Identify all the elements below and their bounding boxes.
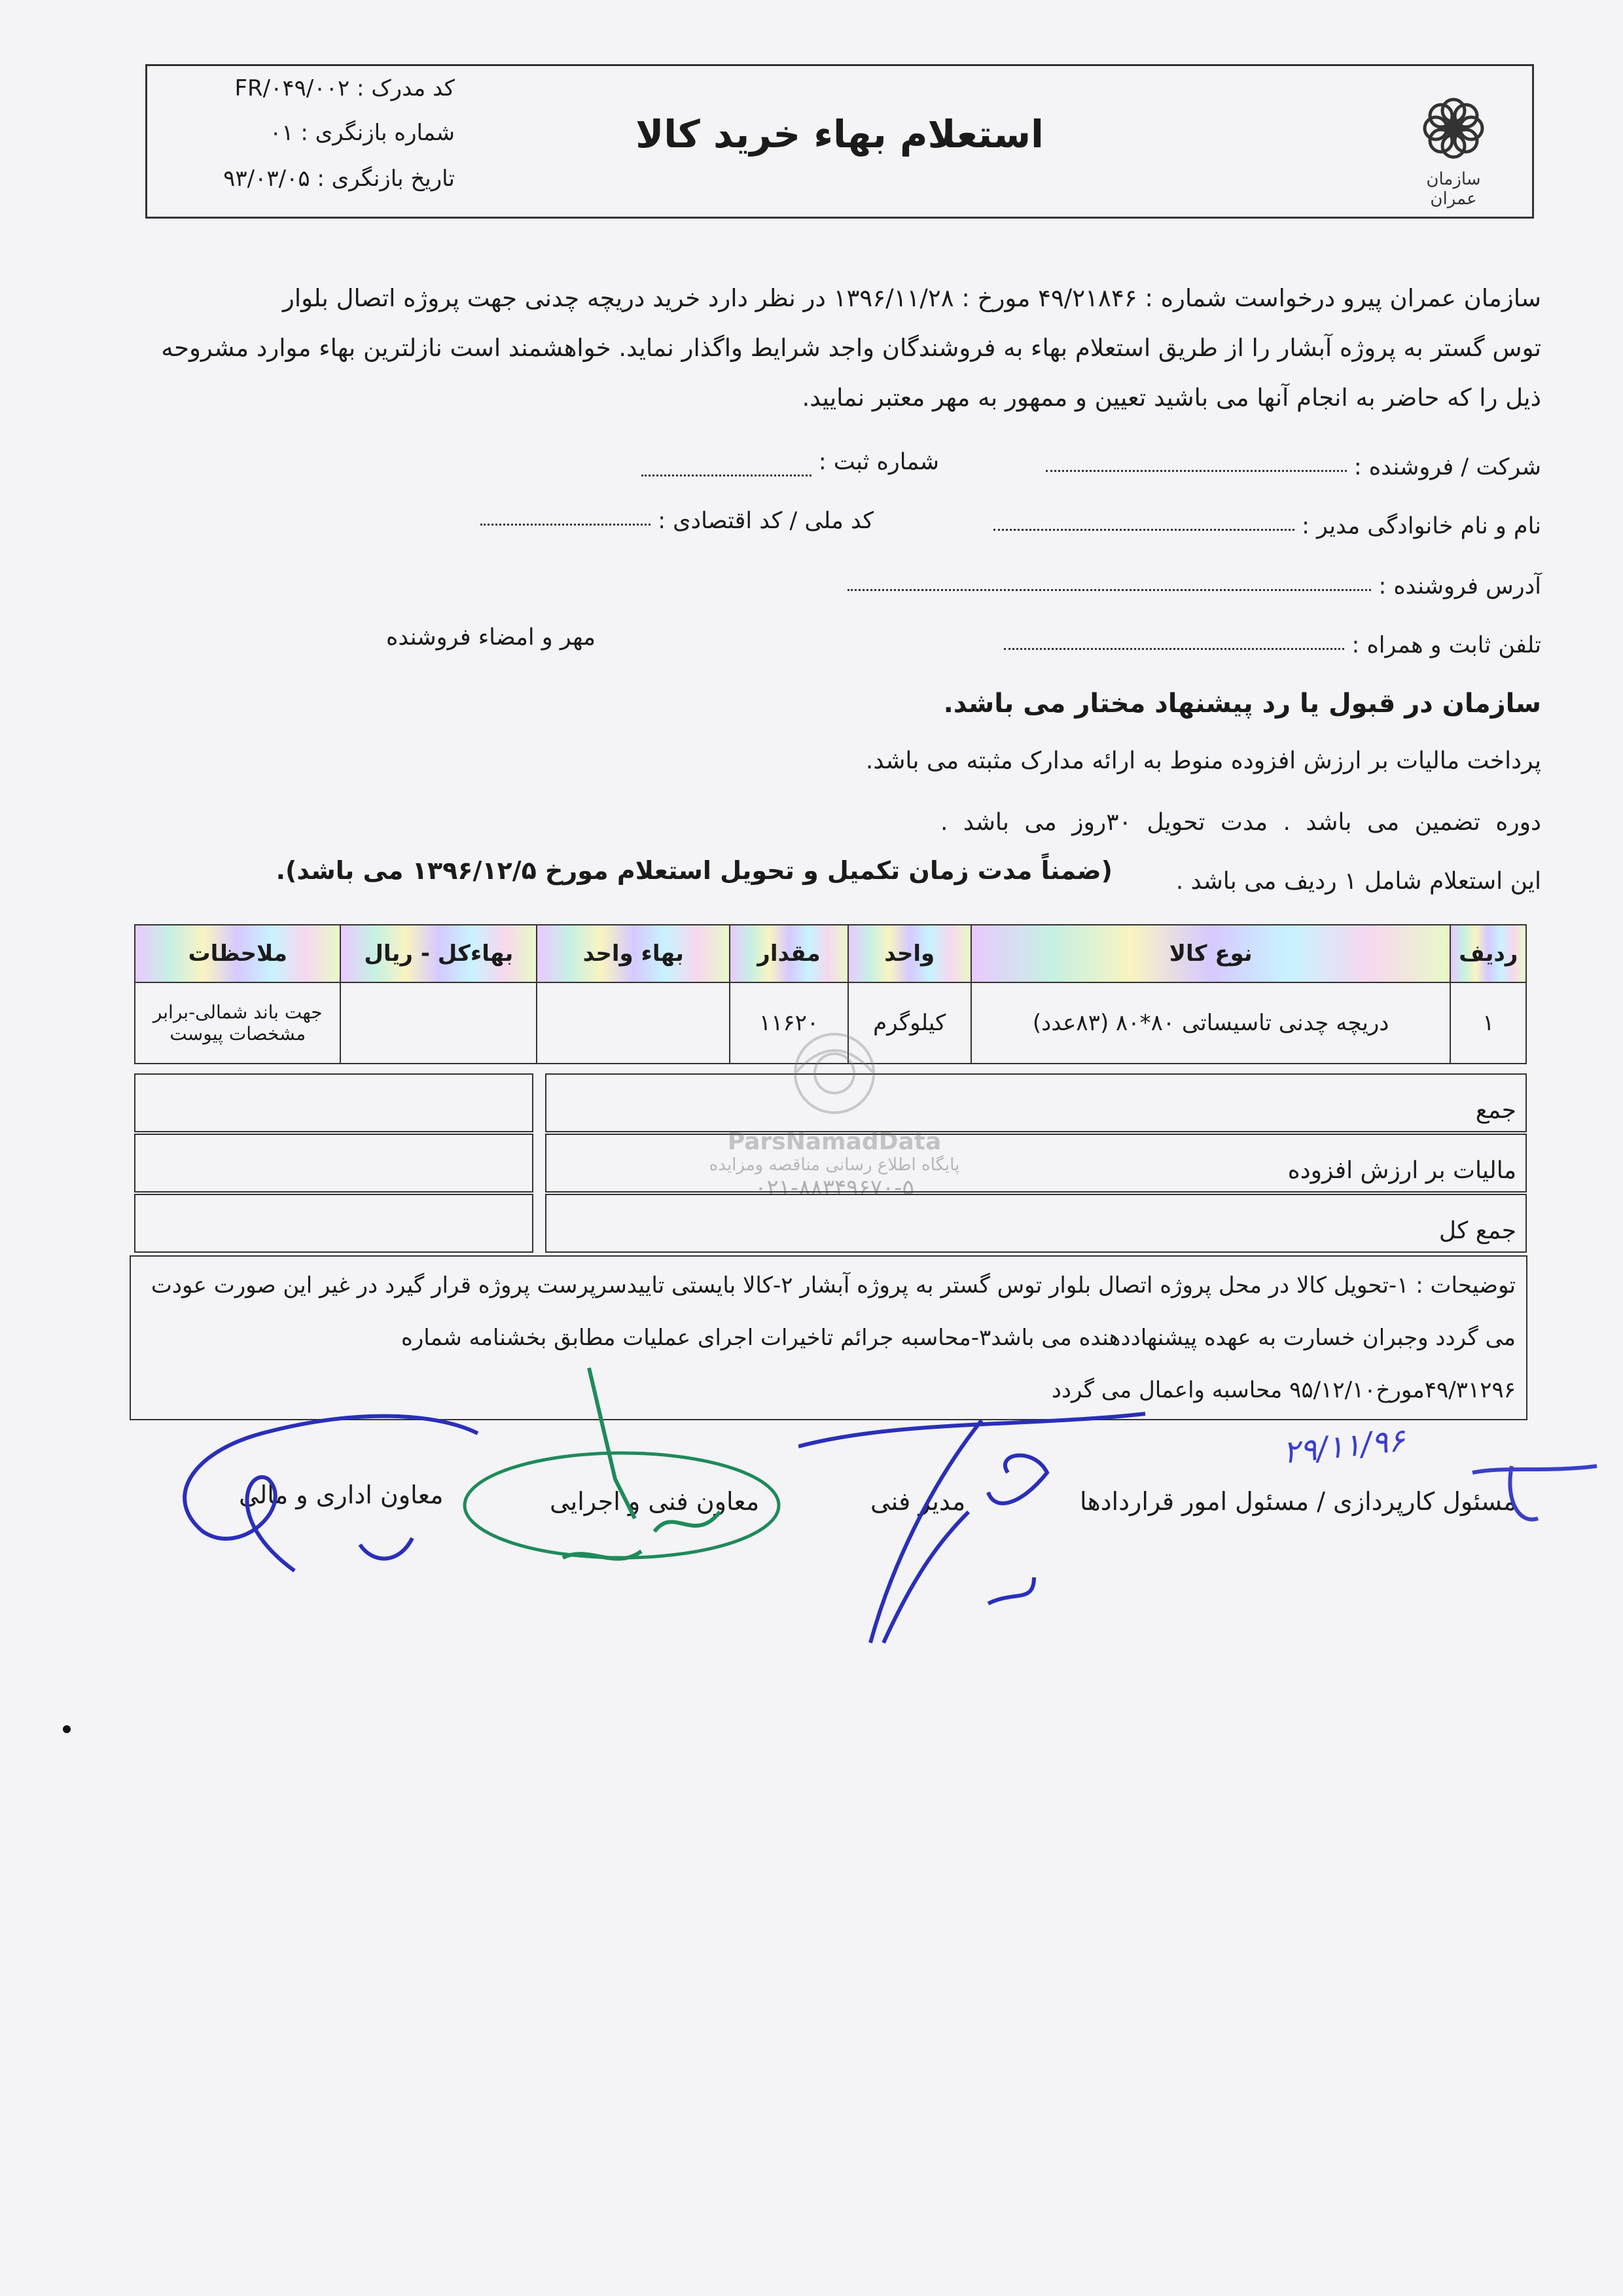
- admin-deputy-label: معاون اداری و مالی: [239, 1480, 444, 1509]
- vat-value[interactable]: [134, 1134, 533, 1193]
- header-unit: واحد: [848, 925, 971, 982]
- revision-date: تاریخ بازنگری : ۹۳/۰۳/۰۵: [223, 166, 455, 192]
- cell-quantity: ۱۱۶۲۰: [730, 982, 847, 1064]
- table-header-row: [135, 925, 1526, 982]
- phone-field[interactable]: [1004, 632, 1541, 658]
- acceptance-notice: سازمان در قبول یا رد پیشنهاد مختار می باشد.: [943, 689, 1541, 719]
- cell-item-type: دریچه چدنی تاسیساتی ۸۰*۸۰ (۸۳عدد): [971, 982, 1451, 1064]
- watermark-phone: ۰۲۱-۸۸۳۴۹۶۷۰-۵: [755, 1175, 914, 1201]
- grand-total-label: جمع کل: [545, 1194, 1527, 1253]
- header-row-no: ردیف: [1450, 925, 1526, 982]
- contracts-officer-signature: [1466, 1440, 1616, 1545]
- registration-field[interactable]: [641, 449, 939, 476]
- document-title: استعلام بهاء خرید کالا: [635, 112, 1044, 156]
- manager-name-field[interactable]: [993, 513, 1541, 539]
- notes-line-3: ۴۹/۳۱۲۹۶مورخ۹۵/۱۲/۱۰ محاسبه واعمال می گردد: [1051, 1377, 1516, 1403]
- watermark-emblem-icon: [769, 1021, 900, 1126]
- contracts-officer-label: مسئول کارپردازی / مسئول امور قراردادها: [1080, 1487, 1517, 1516]
- vat-notice: پرداخت مالیات بر ارزش افزوده منوط به ارائه مدارک مثبته می باشد.: [865, 747, 1541, 774]
- document-code: کد مدرک : FR/۰۴۹/۰۰۲: [234, 75, 455, 101]
- header-quantity: مقدار: [730, 925, 847, 982]
- watermark-caption: پایگاه اطلاع رسانی مناقصه ومزایده: [709, 1155, 960, 1175]
- phone-label: تلفن ثابت و همراه :: [1351, 632, 1541, 658]
- watermark-brand: ParsNamadData: [727, 1128, 942, 1155]
- national-code-label: کد ملی / کد اقتصادی :: [658, 508, 874, 534]
- cell-remarks: جهت باند شمالی-برابر مشخصات پیوست: [135, 982, 340, 1064]
- header-unit-price: بهاء واحد: [537, 925, 730, 982]
- intro-line-2: توس گستر به پروژه آبشار را از طریق استعلام بهاء به فروشندگان واجد شرایط واگذار نماید. خواهشمند است نازلترین بهاء موارد مشروحه: [161, 334, 1541, 362]
- watermark-stamp: [697, 1021, 972, 1270]
- notes-line-1: توضیحات : ۱-تحویل کالا در محل پروژه اتصال بلوار توس گستر به پروژه آبشار ۲-کالا بایستی تاییدسرپرست پروژه قرار گیرد در غیر این صورت عودت: [151, 1272, 1516, 1299]
- grand-total-value[interactable]: [134, 1194, 533, 1253]
- intro-line-1: سازمان عمران پیرو درخواست شماره : ۴۹/۲۱۸۴۶ مورخ : ۱۳۹۶/۱۱/۲۸ در نظر دارد خرید دریچه چدنی جهت پروژه اتصال بلوار: [283, 284, 1541, 312]
- flower-logo-icon: [1418, 92, 1489, 164]
- notes-box: [130, 1255, 1527, 1420]
- national-code-field[interactable]: [480, 508, 874, 534]
- handwritten-date: ۲۹/۱۱/۹۶: [1281, 1422, 1407, 1471]
- vat-label: مالیات بر ارزش افزوده: [545, 1134, 1527, 1193]
- deadline-line: (ضمناً مدت زمان تکمیل و تحویل استعلام مورخ ۱۳۹۶/۱۲/۵ می باشد).: [276, 856, 1113, 885]
- rows-count-line: این استعلام شامل ۱ ردیف می باشد .: [1175, 868, 1541, 895]
- registration-label: شماره ثبت :: [818, 449, 939, 475]
- header-item-type: نوع کالا: [971, 925, 1451, 982]
- intro-line-3: ذیل را که حاضر به انجام آنها می باشید تعیین و ممهور به مهر معتبر نمایید.: [802, 384, 1541, 412]
- header-total-price: بهاءکل - ریال: [340, 925, 537, 982]
- sum-value[interactable]: [134, 1073, 533, 1132]
- header-remarks: ملاحظات: [135, 925, 340, 982]
- notes-line-2: می گردد وجبران خسارت به عهده پیشنهاددهنده می باشد۳-محاسبه جرائم تاخیرات اجرای عملیات مطابق بخشنامه شماره: [401, 1325, 1516, 1351]
- cell-total-price[interactable]: [340, 982, 537, 1064]
- guarantee-delivery-line: دوره تضمین می باشد . مدت تحویل ۳۰روز می باشد .: [940, 809, 1541, 836]
- cell-unit: کیلوگرم: [848, 982, 971, 1064]
- admin-deputy-signature: [164, 1407, 491, 1590]
- organization-logo: [1401, 92, 1506, 209]
- sum-label: جمع: [545, 1073, 1527, 1132]
- scan-dot: [63, 1725, 71, 1733]
- document-header: [145, 64, 1534, 219]
- address-field[interactable]: [847, 573, 1541, 600]
- company-field[interactable]: [1046, 454, 1541, 480]
- company-label: شرکت / فروشنده :: [1353, 454, 1541, 480]
- revision-number: شماره بازنگری : ۰۱: [270, 120, 455, 146]
- tech-deputy-signature: [458, 1361, 798, 1584]
- address-label: آدرس فروشنده :: [1378, 573, 1541, 600]
- manager-name-label: نام و نام خانوادگی مدیر :: [1302, 513, 1541, 539]
- vendor-seal-label: مهر و امضاء فروشنده: [386, 624, 596, 651]
- cell-row-no: ۱: [1450, 982, 1526, 1064]
- logo-caption: سازمان عمران: [1426, 170, 1481, 209]
- intro-paragraph: [101, 274, 1541, 423]
- tech-manager-signature: [798, 1407, 1165, 1656]
- tech-deputy-label: معاون فنی و اجرایی: [550, 1487, 760, 1516]
- tech-manager-label: مدیر فنی: [870, 1487, 966, 1516]
